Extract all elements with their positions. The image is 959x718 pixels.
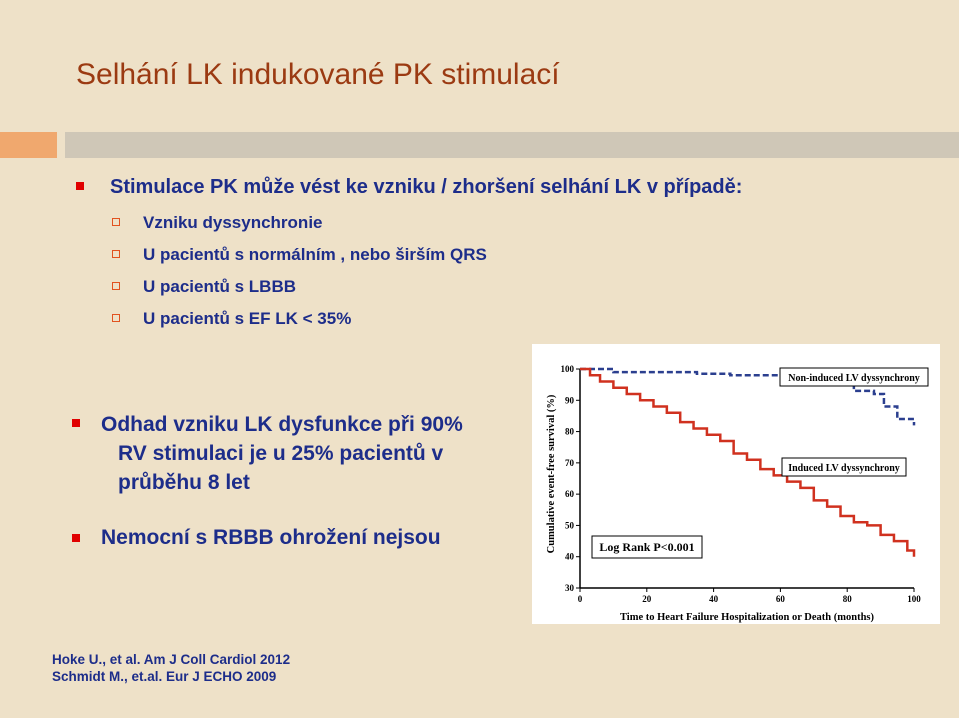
slide-title: Selhání LK indukované PK stimulací <box>76 58 560 91</box>
survival-chart <box>532 344 940 624</box>
sub-bullet-1 <box>112 213 323 233</box>
y-axis-label: Cumulative event-free survival (%) <box>546 394 557 554</box>
bullet-square-icon <box>76 182 84 190</box>
sub-bullet-text: U pacientů s LBBB <box>143 277 297 296</box>
y-ticks <box>561 364 581 593</box>
main-bullet <box>80 176 742 199</box>
title-band <box>65 132 959 158</box>
legend-non-induced <box>780 368 928 386</box>
hollow-square-icon <box>112 218 120 226</box>
bullet-dysfunction <box>72 410 463 497</box>
y-tick-label: 80 <box>565 426 574 437</box>
reference-2: Schmidt M., et.al. Eur J ECHO 2009 <box>52 669 277 684</box>
x-tick-label: 0 <box>577 594 583 604</box>
x-tick-label: 100 <box>907 594 921 604</box>
survival-chart-svg <box>532 344 940 624</box>
x-tick-label: 40 <box>709 594 719 604</box>
hollow-square-icon <box>112 314 120 322</box>
hollow-square-icon <box>112 250 120 258</box>
x-tick-label: 80 <box>842 594 852 604</box>
x-axis-label: Time to Heart Failure Hospitalization or Death (months) <box>619 612 875 623</box>
sub-bullet-text: U pacientů s EF LK < 35% <box>143 309 352 328</box>
y-tick-label: 100 <box>560 364 574 374</box>
log-rank-text: Log Rank P<0.001 <box>599 540 695 554</box>
x-tick-label: 20 <box>642 594 652 604</box>
bullet-dysfunction-line3: průběhu 8 let <box>118 471 250 494</box>
y-tick-label: 90 <box>565 395 574 406</box>
bullet-square-icon <box>72 419 80 427</box>
sub-bullet-text: U pacientů s normálním , nebo širším QRS <box>143 245 487 264</box>
bullet-dysfunction-line1: Odhad vzniku LK dysfunkce při 90% <box>101 413 463 436</box>
y-tick-label: 50 <box>565 520 574 531</box>
sub-bullet-4 <box>112 309 351 329</box>
bullet-rbbb-text: Nemocní s RBBB ohrožení nejsou <box>101 526 441 549</box>
sub-bullet-3 <box>112 277 296 297</box>
legend-induced <box>782 458 906 476</box>
reference-1: Hoke U., et al. Am J Coll Cardiol 2012 <box>52 652 291 667</box>
y-tick-label: 70 <box>565 457 574 468</box>
y-tick-label: 60 <box>565 489 574 500</box>
x-ticks <box>578 588 922 604</box>
bullet-square-icon <box>72 534 80 542</box>
main-bullet-text: Stimulace PK může vést ke vzniku / zhoršení selhání LK v případě: <box>110 176 743 198</box>
y-tick-label: 40 <box>565 551 574 562</box>
bullet-dysfunction-line2: RV stimulaci je u 25% pacientů v <box>118 442 444 465</box>
log-rank-annotation <box>592 536 702 558</box>
legend-non-induced-label: Non-induced LV dyssynchrony <box>788 373 920 384</box>
sub-bullet-text: Vzniku dyssynchronie <box>143 213 323 232</box>
title-band-accent <box>0 132 57 158</box>
y-tick-label: 30 <box>565 583 574 593</box>
sub-bullet-2 <box>112 245 487 265</box>
hollow-square-icon <box>112 282 120 290</box>
legend-induced-label: Induced LV dyssynchrony <box>788 463 900 474</box>
bullet-rbbb <box>72 526 441 550</box>
x-tick-label: 60 <box>775 594 785 604</box>
